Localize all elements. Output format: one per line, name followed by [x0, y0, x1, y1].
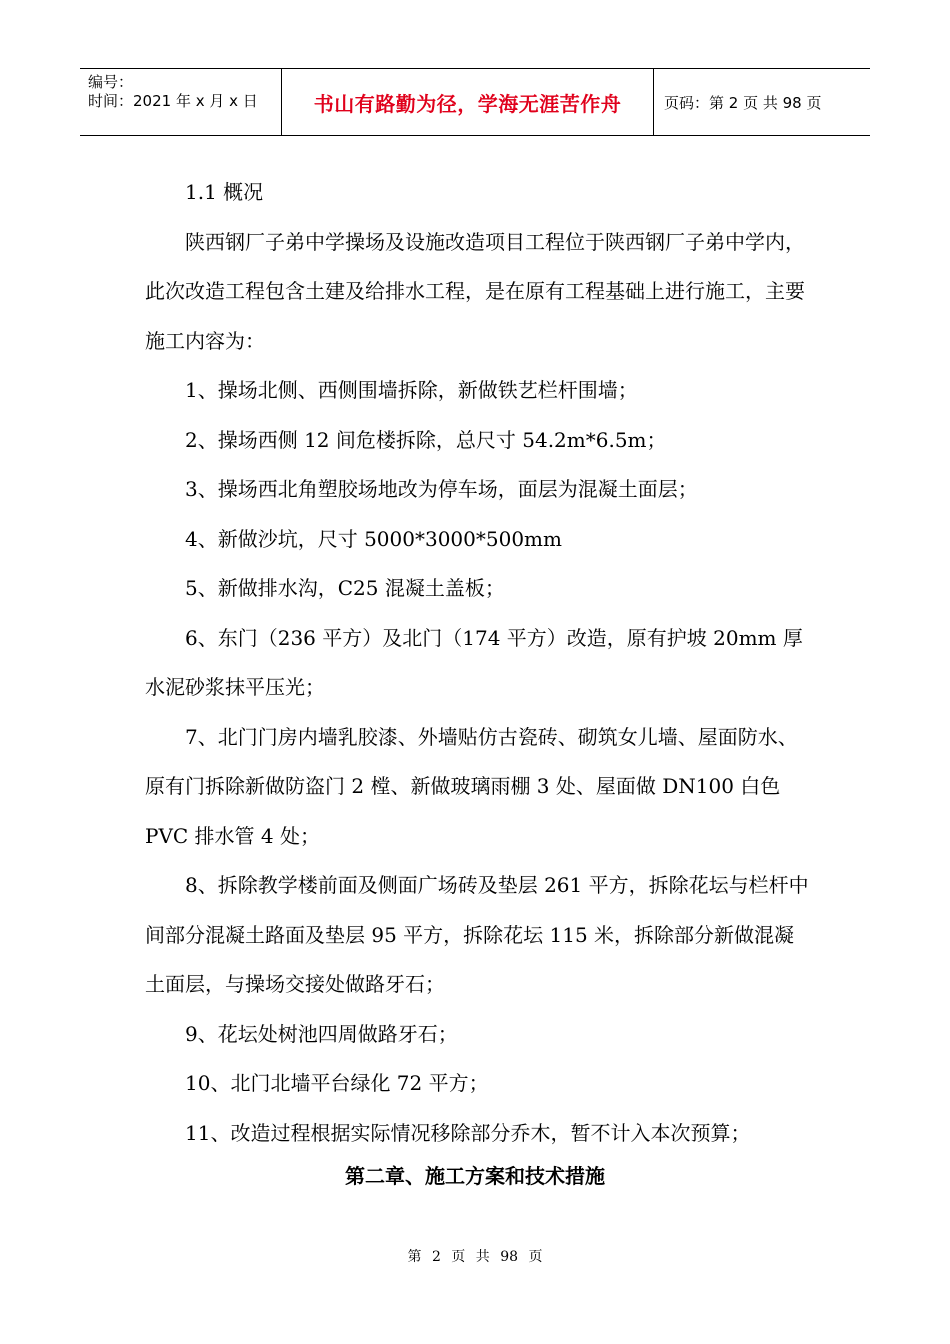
document-time-label: 时间：2021 年 x 月 x 日	[88, 92, 258, 110]
chapter-heading: 第二章、施工方案和技术措施	[345, 1164, 605, 1188]
header-motto: 书山有路勤为径，学海无涯苦作舟	[282, 69, 654, 135]
list-item: 2、操场西侧 12 间危楼拆除，总尺寸 54.2m*6.5m；	[185, 427, 667, 452]
header-page-info: 页码：第 2 页 共 98 页	[664, 93, 822, 112]
page-footer: 第 2 页 共 98 页	[407, 1249, 543, 1265]
list-item: 5、新做排水沟，C25 混凝土盖板；	[185, 576, 505, 600]
list-item: 4、新做沙坑，尺寸 5000*3000*500mm	[185, 526, 562, 551]
list-item: 9、花坛处树池四周做路牙石；	[185, 1021, 458, 1046]
list-item: 7、北门门房内墙乳胶漆、外墙贴仿古瓷砖、砌筑女儿墙、屋面防水、原有门拆除新做防盗门 2 樘、新做玻璃雨棚 3 处、屋面做 DN100 白色 PVC 排水管 4 处；	[145, 724, 798, 848]
section-title: 1.1 概况	[185, 180, 264, 204]
list-item: 8、拆除教学楼前面及侧面广场砖及垫层 261 平方，拆除花坛与栏杆中间部分混凝土路面及垫层 95 平方，拆除花坛 115 米，拆除部分新做混凝土面层，与操场交接处做路牙石；	[145, 873, 809, 996]
document-header	[80, 68, 870, 136]
list-item: 6、东门（236 平方）及北门（174 平方）改造，原有护坡 20mm 厚水泥砂浆抹平压光；	[145, 625, 803, 699]
list-item: 11、改造过程根据实际情况移除部分乔木，暂不计入本次预算；	[185, 1120, 751, 1145]
list-item: 10、北门北墙平台绿化 72 平方；	[185, 1071, 489, 1095]
document-body	[145, 168, 810, 1158]
paragraph: 陕西钢厂子弟中学操场及设施改造项目工程位于陕西钢厂子弟中学内，此次改造工程包含土建及给排水工程，是在原有工程基础上进行施工，主要施工内容为：	[145, 229, 805, 353]
document-number-label: 编号：	[88, 73, 134, 91]
list-item: 3、操场西北角塑胶场地改为停车场，面层为混凝土面层；	[185, 477, 698, 501]
header-meta-cell	[80, 69, 282, 135]
list-item: 1、操场北侧、西侧围墙拆除，新做铁艺栏杆围墙；	[185, 378, 638, 402]
